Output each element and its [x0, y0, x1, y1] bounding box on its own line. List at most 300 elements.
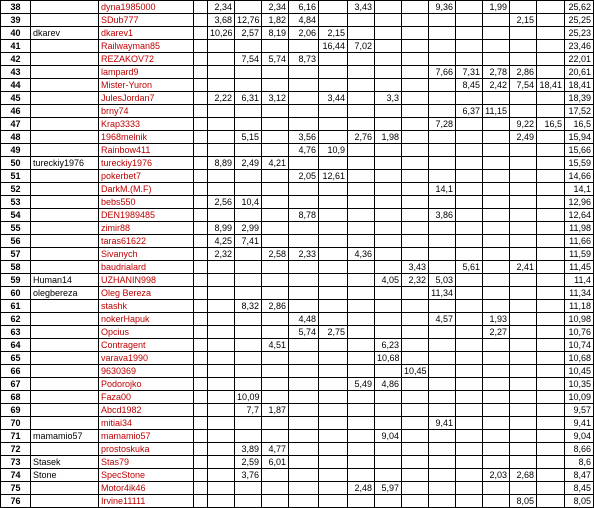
- score-cell: [483, 222, 510, 235]
- score-cell: 12,76: [235, 14, 262, 27]
- score-cell: [194, 92, 208, 105]
- score-cell: [235, 339, 262, 352]
- score-cell: [194, 300, 208, 313]
- score-cell: [456, 183, 483, 196]
- table-body: [1, 1, 594, 508]
- forum-nick-cell: [31, 365, 99, 378]
- rank-cell: 73: [1, 456, 31, 469]
- score-cell: [456, 482, 483, 495]
- total-cell: 17,52: [565, 105, 594, 118]
- score-cell: [348, 105, 375, 118]
- score-cell: [375, 495, 402, 508]
- score-cell: [194, 456, 208, 469]
- score-cell: 10,45: [402, 365, 429, 378]
- player-nick-cell: Sivanych: [99, 248, 194, 261]
- score-cell: [208, 313, 235, 326]
- rank-cell: 55: [1, 222, 31, 235]
- score-cell: [537, 27, 565, 40]
- forum-nick-cell: Stone: [31, 469, 99, 482]
- score-cell: 3,76: [235, 469, 262, 482]
- table-row: [1, 196, 594, 209]
- total-cell: 10,76: [565, 326, 594, 339]
- total-cell: 12,64: [565, 209, 594, 222]
- table-row: [1, 144, 594, 157]
- total-cell: 18,41: [565, 79, 594, 92]
- score-cell: [194, 365, 208, 378]
- score-cell: [537, 495, 565, 508]
- score-cell: [537, 92, 565, 105]
- score-cell: [483, 300, 510, 313]
- score-cell: [375, 157, 402, 170]
- score-cell: [319, 196, 348, 209]
- score-cell: [319, 495, 348, 508]
- score-cell: [194, 66, 208, 79]
- score-cell: [289, 378, 319, 391]
- score-cell: [510, 365, 537, 378]
- score-cell: [483, 196, 510, 209]
- score-cell: [456, 300, 483, 313]
- score-cell: [375, 443, 402, 456]
- score-cell: [289, 495, 319, 508]
- score-cell: [289, 287, 319, 300]
- table-row: [1, 222, 594, 235]
- score-cell: 9,04: [375, 430, 402, 443]
- total-cell: 12,96: [565, 196, 594, 209]
- score-cell: [483, 170, 510, 183]
- score-cell: [510, 391, 537, 404]
- score-cell: [208, 430, 235, 443]
- score-cell: [262, 352, 289, 365]
- score-cell: [319, 404, 348, 417]
- score-cell: 3,68: [208, 14, 235, 27]
- score-cell: [510, 105, 537, 118]
- score-cell: [402, 105, 429, 118]
- score-cell: [429, 300, 456, 313]
- rank-cell: 57: [1, 248, 31, 261]
- score-cell: [194, 261, 208, 274]
- total-cell: 10,68: [565, 352, 594, 365]
- score-cell: [429, 144, 456, 157]
- table-row: [1, 170, 594, 183]
- score-cell: [235, 183, 262, 196]
- score-cell: 4,57: [429, 313, 456, 326]
- score-cell: [456, 144, 483, 157]
- rank-cell: 71: [1, 430, 31, 443]
- score-cell: [429, 391, 456, 404]
- rank-cell: 65: [1, 352, 31, 365]
- score-cell: [289, 443, 319, 456]
- score-cell: [208, 105, 235, 118]
- forum-nick-cell: [31, 118, 99, 131]
- rank-cell: 74: [1, 469, 31, 482]
- rank-cell: 59: [1, 274, 31, 287]
- score-cell: [262, 391, 289, 404]
- forum-nick-cell: [31, 183, 99, 196]
- score-cell: [510, 287, 537, 300]
- score-cell: [483, 131, 510, 144]
- score-cell: [319, 300, 348, 313]
- score-cell: [402, 40, 429, 53]
- rank-cell: 56: [1, 235, 31, 248]
- rank-cell: 45: [1, 92, 31, 105]
- score-cell: [402, 326, 429, 339]
- score-cell: [208, 443, 235, 456]
- forum-nick-cell: mamamio57: [31, 430, 99, 443]
- score-cell: [319, 14, 348, 27]
- score-cell: 2,15: [319, 27, 348, 40]
- score-cell: [208, 131, 235, 144]
- score-cell: [402, 183, 429, 196]
- score-cell: [194, 495, 208, 508]
- score-cell: [483, 235, 510, 248]
- total-cell: 15,66: [565, 144, 594, 157]
- forum-nick-cell: [31, 131, 99, 144]
- score-cell: 8,89: [208, 157, 235, 170]
- score-cell: 2,34: [208, 1, 235, 14]
- score-cell: [375, 365, 402, 378]
- forum-nick-cell: [31, 339, 99, 352]
- score-cell: [537, 14, 565, 27]
- score-cell: [289, 352, 319, 365]
- score-cell: [510, 482, 537, 495]
- player-nick-cell: Opcius: [99, 326, 194, 339]
- score-cell: [375, 105, 402, 118]
- forum-nick-cell: [31, 326, 99, 339]
- player-nick-cell: 9630369: [99, 365, 194, 378]
- score-cell: [348, 391, 375, 404]
- score-cell: [537, 287, 565, 300]
- total-cell: 14,1: [565, 183, 594, 196]
- score-cell: [402, 287, 429, 300]
- score-cell: [456, 222, 483, 235]
- score-cell: [375, 14, 402, 27]
- score-cell: [537, 222, 565, 235]
- score-cell: [375, 456, 402, 469]
- table-row: [1, 235, 594, 248]
- table-row: [1, 326, 594, 339]
- score-cell: 2,05: [289, 170, 319, 183]
- total-cell: 18,39: [565, 92, 594, 105]
- score-cell: 10,09: [235, 391, 262, 404]
- score-cell: [208, 365, 235, 378]
- score-cell: [319, 456, 348, 469]
- forum-nick-cell: [31, 14, 99, 27]
- score-cell: [289, 365, 319, 378]
- score-cell: [375, 183, 402, 196]
- rank-cell: 62: [1, 313, 31, 326]
- score-cell: [348, 352, 375, 365]
- score-cell: [537, 1, 565, 14]
- score-cell: [510, 430, 537, 443]
- score-cell: [456, 313, 483, 326]
- score-cell: [289, 235, 319, 248]
- score-cell: [456, 430, 483, 443]
- total-cell: 22,01: [565, 53, 594, 66]
- score-cell: 4,51: [262, 339, 289, 352]
- score-cell: [289, 183, 319, 196]
- score-cell: [348, 339, 375, 352]
- score-cell: 2,58: [262, 248, 289, 261]
- score-cell: [208, 118, 235, 131]
- score-cell: [194, 248, 208, 261]
- score-cell: [483, 53, 510, 66]
- score-cell: [262, 222, 289, 235]
- score-cell: [235, 313, 262, 326]
- score-cell: [289, 66, 319, 79]
- score-cell: 8,32: [235, 300, 262, 313]
- score-cell: [456, 469, 483, 482]
- score-cell: 2,27: [483, 326, 510, 339]
- score-cell: [208, 53, 235, 66]
- score-cell: [235, 378, 262, 391]
- score-cell: [235, 261, 262, 274]
- forum-nick-cell: [31, 443, 99, 456]
- score-cell: [537, 66, 565, 79]
- score-cell: 14,1: [429, 183, 456, 196]
- total-cell: 15,59: [565, 157, 594, 170]
- rank-cell: 66: [1, 365, 31, 378]
- forum-nick-cell: [31, 261, 99, 274]
- rank-cell: 61: [1, 300, 31, 313]
- score-cell: [235, 352, 262, 365]
- score-cell: [456, 391, 483, 404]
- player-nick-cell: SpecStone: [99, 469, 194, 482]
- score-cell: [375, 222, 402, 235]
- score-cell: 16,44: [319, 40, 348, 53]
- score-cell: 12,61: [319, 170, 348, 183]
- score-cell: [402, 79, 429, 92]
- score-cell: 8,73: [289, 53, 319, 66]
- forum-nick-cell: [31, 378, 99, 391]
- table-row: [1, 27, 594, 40]
- score-cell: [510, 209, 537, 222]
- score-cell: 9,41: [429, 417, 456, 430]
- score-cell: 16,5: [537, 118, 565, 131]
- score-cell: 7,41: [235, 235, 262, 248]
- player-nick-cell: baudrialard: [99, 261, 194, 274]
- rank-cell: 43: [1, 66, 31, 79]
- score-cell: [194, 313, 208, 326]
- score-cell: [375, 144, 402, 157]
- score-cell: [483, 443, 510, 456]
- score-cell: [537, 391, 565, 404]
- score-cell: [429, 27, 456, 40]
- score-cell: [537, 105, 565, 118]
- score-cell: [429, 14, 456, 27]
- score-cell: [235, 79, 262, 92]
- score-cell: [262, 131, 289, 144]
- score-cell: [456, 365, 483, 378]
- score-cell: [262, 417, 289, 430]
- player-nick-cell: tureckiy1976: [99, 157, 194, 170]
- score-cell: [348, 79, 375, 92]
- table-row: [1, 469, 594, 482]
- score-cell: [537, 469, 565, 482]
- score-cell: [402, 404, 429, 417]
- score-cell: [235, 105, 262, 118]
- total-cell: 11,45: [565, 261, 594, 274]
- score-cell: 10,4: [235, 196, 262, 209]
- score-cell: [348, 313, 375, 326]
- score-cell: [235, 274, 262, 287]
- score-cell: [348, 27, 375, 40]
- score-cell: [262, 196, 289, 209]
- score-cell: 7,54: [510, 79, 537, 92]
- score-cell: [319, 261, 348, 274]
- table-row: [1, 40, 594, 53]
- rank-cell: 48: [1, 131, 31, 144]
- score-cell: [194, 131, 208, 144]
- score-cell: [537, 339, 565, 352]
- score-cell: [510, 40, 537, 53]
- forum-nick-cell: [31, 196, 99, 209]
- player-nick-cell: pokerbet7: [99, 170, 194, 183]
- score-cell: [456, 274, 483, 287]
- score-cell: [194, 14, 208, 27]
- score-cell: [375, 261, 402, 274]
- score-cell: 5,97: [375, 482, 402, 495]
- score-cell: [375, 1, 402, 14]
- rank-cell: 68: [1, 391, 31, 404]
- score-cell: [510, 53, 537, 66]
- score-cell: [483, 183, 510, 196]
- score-cell: 2,22: [208, 92, 235, 105]
- score-cell: [348, 118, 375, 131]
- table-row: [1, 261, 594, 274]
- score-cell: 1,93: [483, 313, 510, 326]
- score-cell: 6,16: [289, 1, 319, 14]
- score-cell: [537, 248, 565, 261]
- score-cell: 4,05: [375, 274, 402, 287]
- score-cell: [208, 417, 235, 430]
- score-cell: 3,43: [348, 1, 375, 14]
- score-cell: [483, 40, 510, 53]
- score-cell: 4,76: [289, 144, 319, 157]
- score-cell: [402, 53, 429, 66]
- score-cell: [537, 131, 565, 144]
- total-cell: 8,05: [565, 495, 594, 508]
- score-cell: [319, 287, 348, 300]
- score-cell: [235, 365, 262, 378]
- score-cell: [375, 287, 402, 300]
- score-cell: [375, 196, 402, 209]
- score-cell: [375, 417, 402, 430]
- table-row: [1, 92, 594, 105]
- score-cell: [194, 144, 208, 157]
- score-cell: [289, 456, 319, 469]
- score-cell: [289, 482, 319, 495]
- score-cell: 2,99: [235, 222, 262, 235]
- score-cell: [262, 170, 289, 183]
- forum-nick-cell: [31, 79, 99, 92]
- score-cell: [194, 79, 208, 92]
- total-cell: 16,5: [565, 118, 594, 131]
- player-nick-cell: brny74: [99, 105, 194, 118]
- score-cell: [510, 443, 537, 456]
- score-cell: [510, 326, 537, 339]
- score-cell: [402, 313, 429, 326]
- score-cell: [429, 40, 456, 53]
- score-cell: [510, 1, 537, 14]
- score-cell: [537, 443, 565, 456]
- score-cell: 10,9: [319, 144, 348, 157]
- score-cell: [194, 443, 208, 456]
- table-row: [1, 339, 594, 352]
- player-nick-cell: mamamio57: [99, 430, 194, 443]
- score-cell: [208, 40, 235, 53]
- table-row: [1, 404, 594, 417]
- score-cell: [235, 209, 262, 222]
- score-cell: [456, 209, 483, 222]
- score-cell: [429, 248, 456, 261]
- score-cell: [483, 495, 510, 508]
- score-cell: [289, 157, 319, 170]
- score-cell: [402, 391, 429, 404]
- rank-cell: 38: [1, 1, 31, 14]
- score-cell: 7,66: [429, 66, 456, 79]
- score-cell: [402, 443, 429, 456]
- score-cell: [319, 248, 348, 261]
- score-cell: [319, 443, 348, 456]
- total-cell: 9,04: [565, 430, 594, 443]
- score-cell: 3,3: [375, 92, 402, 105]
- score-cell: [262, 326, 289, 339]
- score-cell: [402, 209, 429, 222]
- score-cell: [262, 274, 289, 287]
- score-cell: 2,03: [483, 469, 510, 482]
- score-cell: [348, 404, 375, 417]
- score-cell: [375, 53, 402, 66]
- score-cell: [289, 339, 319, 352]
- score-cell: [348, 92, 375, 105]
- score-cell: [483, 27, 510, 40]
- score-cell: [429, 170, 456, 183]
- player-nick-cell: Contragent: [99, 339, 194, 352]
- score-cell: [208, 495, 235, 508]
- score-cell: [429, 469, 456, 482]
- total-cell: 14,66: [565, 170, 594, 183]
- rank-cell: 39: [1, 14, 31, 27]
- score-cell: 9,22: [510, 118, 537, 131]
- score-cell: [235, 495, 262, 508]
- score-cell: [194, 482, 208, 495]
- score-cell: [456, 404, 483, 417]
- score-cell: [348, 326, 375, 339]
- score-cell: [510, 339, 537, 352]
- score-cell: [402, 222, 429, 235]
- score-cell: [235, 40, 262, 53]
- score-cell: 3,89: [235, 443, 262, 456]
- score-cell: 5,15: [235, 131, 262, 144]
- score-cell: [456, 287, 483, 300]
- score-cell: [194, 27, 208, 40]
- score-cell: [483, 365, 510, 378]
- score-cell: [483, 456, 510, 469]
- score-cell: [375, 27, 402, 40]
- score-cell: [537, 326, 565, 339]
- score-cell: 4,48: [289, 313, 319, 326]
- score-cell: [429, 235, 456, 248]
- score-cell: [262, 365, 289, 378]
- score-cell: [208, 456, 235, 469]
- score-cell: [375, 79, 402, 92]
- score-cell: [194, 287, 208, 300]
- table-row: [1, 365, 594, 378]
- score-cell: [208, 339, 235, 352]
- table-row: [1, 300, 594, 313]
- score-cell: [429, 482, 456, 495]
- player-nick-cell: lampard9: [99, 66, 194, 79]
